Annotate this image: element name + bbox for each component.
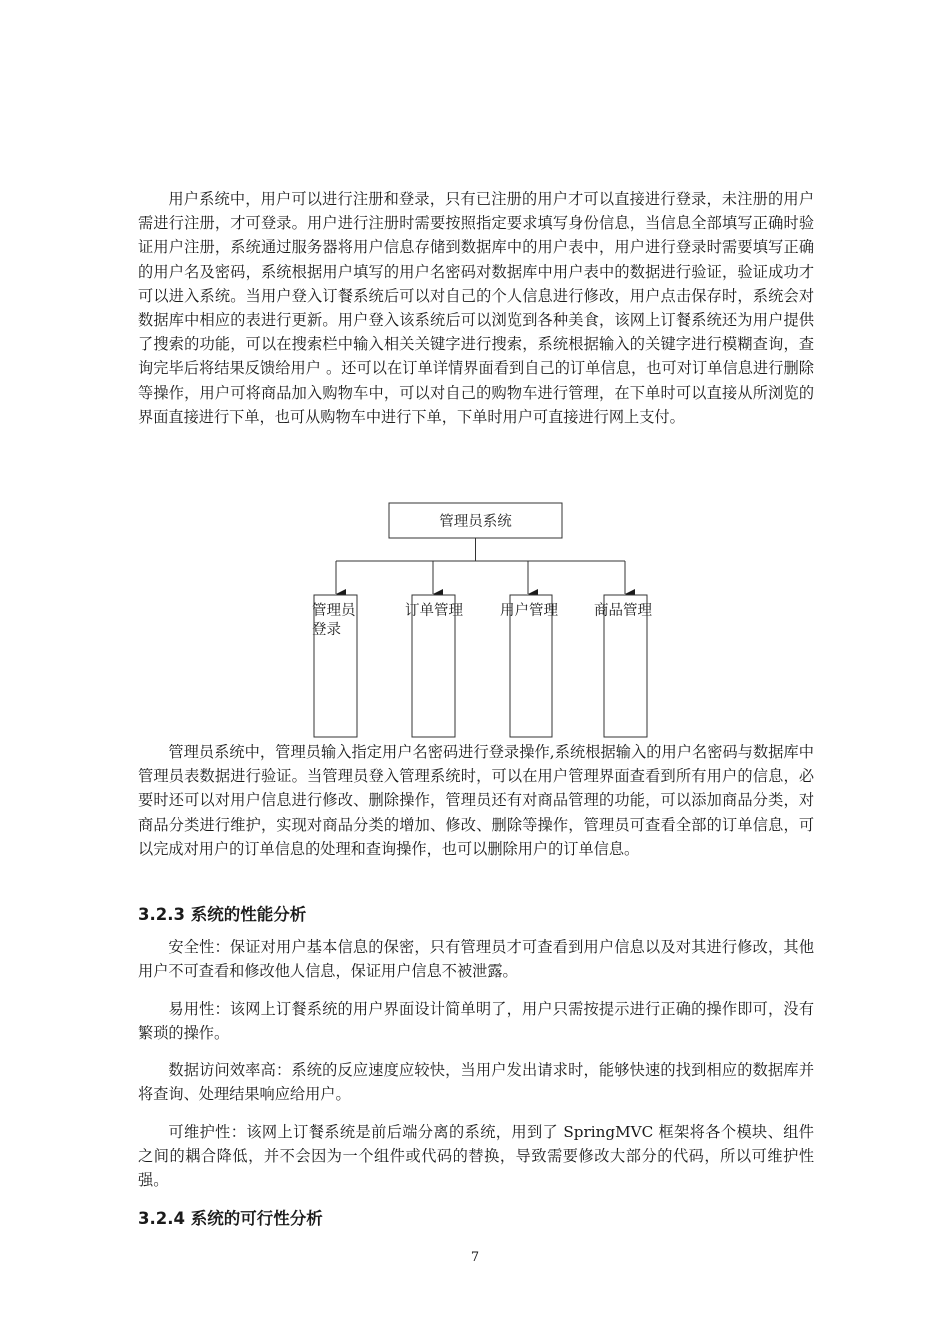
section-heading-feasibility: 3.2.4 系统的可行性分析 [138, 1209, 323, 1228]
diagram-child-label-order-management: 订单管理 [405, 603, 463, 619]
usability-paragraph: 易用性：该网上订餐系统的用户界面设计简单明了，用户只需按提示进行正确的操作即可，没有繁琐的操作。 [138, 1000, 814, 1043]
diagram-root-label: 管理员系统 [439, 514, 512, 530]
section-heading-performance: 3.2.3 系统的性能分析 [138, 905, 307, 924]
user-system-paragraph: 用户系统中，用户可以进行注册和登录，只有已注册的用户才可以直接进行登录，未注册的用户需进行注册，才可登录。用户进行注册时需要按照指定要求填写身份信息，当信息全部填写正确时验证用户注册，系统通过服务器将用户信息存储到数据库中的用户表中，用户进行登录时需要填写正确的用户名及密码，系统根据用户填写的用户名密码对数据库中用户表中的数据进行验证，验证成功才可以进入系统。当用户登入订餐系统后可以对自己的个人信息进行修改，用户点击保存时，系统会对数据库中相应的表进行更新。用户登入该系统后可以浏览到各种美食，该网上订餐系统还为用户提供了搜索的功能，可以在搜索栏中输入相关关键字进行搜索，系统根据输入的关键字进行模糊查询，查询完毕后将结果反馈给用户 。还可以在订单详情界面看到自己的订单信息，也可对订单信息进行删除等操作，用户可将商品加入购物车中，可以对自己的购物车进行管理，在下单时可以直接从所浏览的界面直接进行下单，也可从购物车中进行下单，下单时用户可直接进行网上支付。 [138, 190, 814, 426]
admin-system-paragraph: 管理员系统中，管理员输入指定用户名密码进行登录操作,系统根据输入的用户名密码与数据库中管理员表数据进行验证。当管理员登入管理系统时，可以在用户管理界面查看到所有用户的信息，必要时还可以对用户信息进行修改、删除操作，管理员还有对商品管理的功能，可以添加商品分类，对商品分类进行维护，实现对商品分类的增加、修改、删除等操作，管理员可查看全部的订单信息，可以完成对用户的订单信息的处理和查询操作，也可以删除用户的订单信息。 [138, 743, 814, 858]
diagram-child-label-admin-login-line2: 登录 [312, 622, 341, 638]
maintainability-paragraph: 可维护性：该网上订餐系统是前后端分离的系统，用到了 SpringMVC 框架将各个模块、组件之间的耦合降低，并不会因为一个组件或代码的替换，导致需要修改大部分的代码，所以可维护性强。 [138, 1123, 814, 1190]
diagram-child-label-user-management: 用户管理 [500, 603, 558, 619]
page-number: 7 [470, 1250, 480, 1265]
efficiency-paragraph: 数据访问效率高：系统的反应速度应较快，当用户发出请求时，能够快速的找到相应的数据库并将查询、处理结果响应给用户。 [138, 1061, 814, 1104]
diagram-child-label-admin-login-line1: 管理员 [312, 603, 356, 619]
security-paragraph: 安全性：保证对用户基本信息的保密，只有管理员才可查看到用户信息以及对其进行修改，其他用户不可查看和修改他人信息，保证用户信息不被泄露。 [138, 938, 814, 981]
diagram-child-label-product-management: 商品管理 [594, 603, 652, 619]
